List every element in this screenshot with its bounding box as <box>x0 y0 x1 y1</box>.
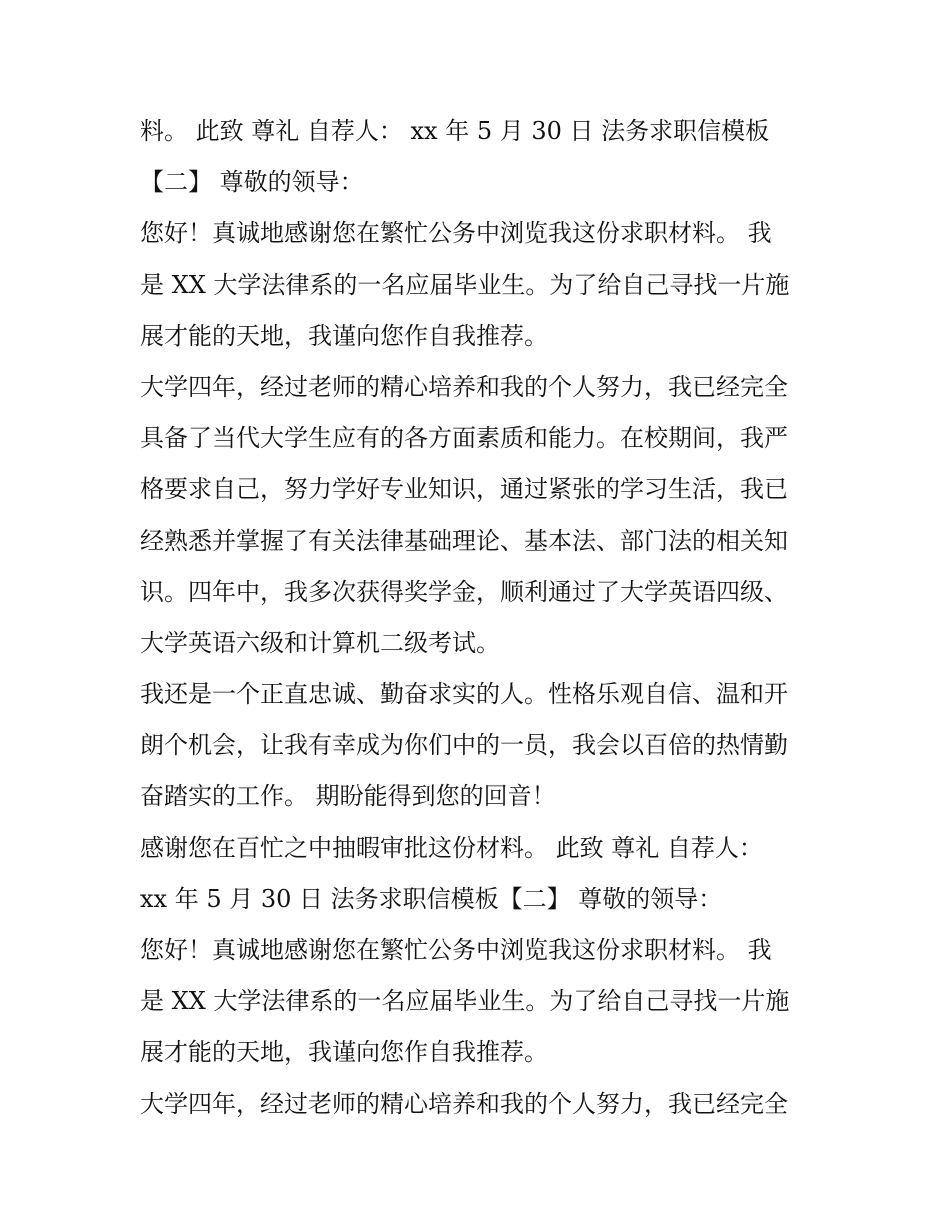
text-line: 我还是一个正直忠诚、勤奋求实的人。性格乐观自信、温和开 <box>140 680 788 709</box>
text-line: 奋踏实的工作。 期盼能得到您的回音！ <box>140 782 556 811</box>
text-line: xx 年 5 月 30 日 法务求职信模板【二】 尊敬的领导： <box>140 884 723 913</box>
text-line: 是 XX 大学法律系的一名应届毕业生。为了给自己寻找一片施 <box>140 270 790 299</box>
text-line: 大学英语六级和计算机二级考试。 <box>140 628 500 657</box>
text-line: 大学四年，经过老师的精心培养和我的个人努力，我已经完全 <box>140 372 788 401</box>
document-body <box>140 106 830 1130</box>
text-line: 是 XX 大学法律系的一名应届毕业生。为了给自己寻找一片施 <box>140 987 790 1016</box>
text-line: 您好！真诚地感谢您在繁忙公务中浏览我这份求职材料。 我 <box>140 936 772 964</box>
text-line: 格要求自己，努力学好专业知识，通过紧张的学习生活，我已 <box>140 475 788 504</box>
text-line: 展才能的天地，我谨向您作自我推荐。 <box>140 321 548 350</box>
text-line: 料。 此致 尊礼 自荐人： xx 年 5 月 30 日 法务求职信模板 <box>140 117 770 145</box>
text-line: 【二】 尊敬的领导： <box>140 168 364 197</box>
text-line: 感谢您在百忙之中抽暇审批这份材料。 此致 尊礼 自荐人： <box>140 833 763 862</box>
text-line: 朗个机会，让我有幸成为你们中的一员，我会以百倍的热情勤 <box>140 731 788 760</box>
text-line: 大学四年，经过老师的精心培养和我的个人努力，我已经完全 <box>140 1089 788 1118</box>
text-line: 识。四年中，我多次获得奖学金，顺利通过了大学英语四级、 <box>140 577 788 606</box>
text-line: 经熟悉并掌握了有关法律基础理论、基本法、部门法的相关知 <box>140 526 788 555</box>
text-line: 您好！真诚地感谢您在繁忙公务中浏览我这份求职材料。 我 <box>140 219 772 248</box>
text-line: 具备了当代大学生应有的各方面素质和能力。在校期间，我严 <box>140 424 788 453</box>
text-line: 展才能的天地，我谨向您作自我推荐。 <box>140 1038 548 1067</box>
